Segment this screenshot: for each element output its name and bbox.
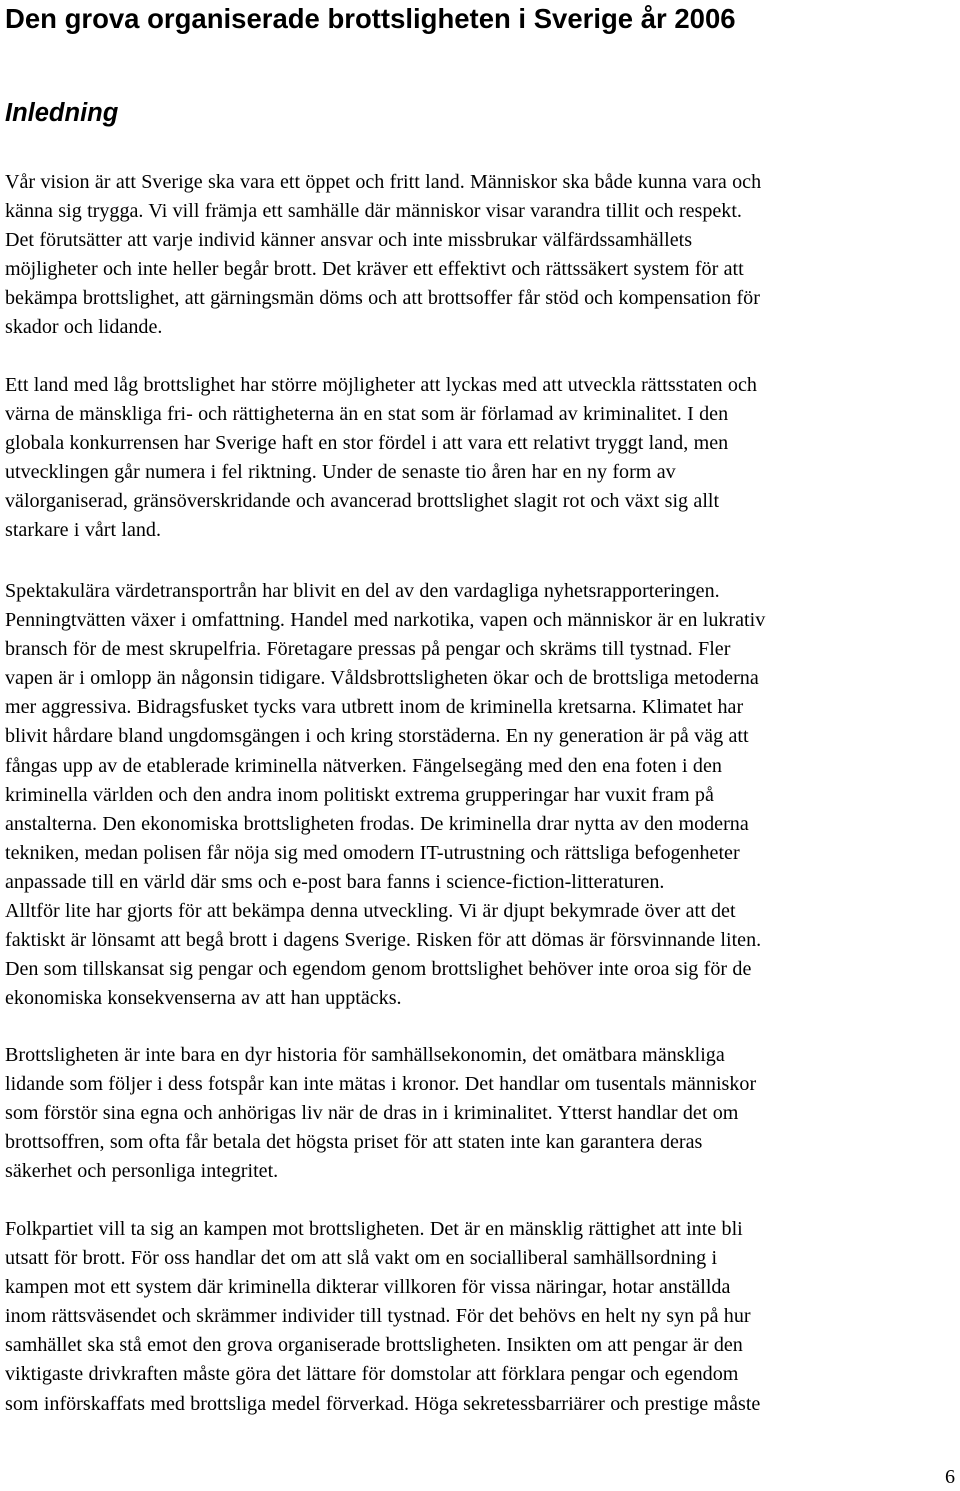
page-number: 6 — [944, 1466, 955, 1488]
text-line: brottsoffren, som ofta får betala det högsta priset för att staten inte kan garantera deras — [5, 1131, 703, 1154]
text-line: Vår vision är att Sverige ska vara ett öppet och fritt land. Människor ska både kunna vara och — [5, 171, 762, 193]
text-line: skador och lidande. — [5, 316, 163, 339]
paragraph-human-cost — [5, 1041, 960, 1186]
text-line: utsatt för brott. För oss handlar det om att slå vakt om en socialliberal samhällsordning i — [5, 1247, 718, 1270]
text-line: Brottsligheten är inte bara en dyr historia för samhällsekonomin, det omätbara mänskliga — [5, 1044, 725, 1066]
text-line: starkare i vårt land. — [5, 519, 161, 542]
text-line: som införskaffats med brottsliga medel förverkad. Höga sekretessbarriärer och prestige måste — [5, 1392, 761, 1415]
text-line: faktiskt är lönsamt att begå brott i dagens Sverige. Risken för att dömas är försvinnande liten. — [5, 929, 762, 952]
text-line: känna sig trygga. Vi vill främja ett samhälle där människor visar varandra tillit och respekt. — [5, 200, 742, 223]
text-line: Ett land med låg brottslighet har större möjligheter att lyckas med att utveckla rättsstaten och — [5, 374, 757, 396]
text-line: Alltför lite har gjorts för att bekämpa denna utveckling. Vi är djupt bekymrade över att det — [5, 900, 736, 923]
text-line: kampen mot ett system där kriminella dikterar villkoren för vissa näringar, hotar anställda — [5, 1276, 731, 1299]
text-line: inom rättsväsendet och skrämmer individer till tystnad. För det behövs en helt ny syn på hur — [5, 1305, 751, 1328]
text-line: samhället ska stå emot den grova organiserade brottsligheten. Insikten om att pengar är den — [5, 1334, 743, 1357]
text-line: tekniken, medan polisen får nöja sig med omodern IT-utrustning och rättsliga befogenheter — [5, 841, 740, 864]
paragraph-folkpartiet — [5, 1215, 960, 1419]
text-line: möjligheter och inte heller begår brott. Det kräver ett effektivt och rättssäkert system för att — [5, 258, 744, 281]
paragraph-crime-trends — [5, 577, 960, 1013]
text-line: globala konkurrensen har Sverige haft en stor fördel i att vara ett relativt tryggt land, men — [5, 432, 729, 455]
text-line: Spektakulära värdetransportrån har blivit en del av den vardagliga nyhetsrapporteringen. — [5, 580, 720, 602]
text-line: Folkpartiet vill ta sig an kampen mot brottsligheten. Det är en mänsklig rättighet att inte bli — [5, 1218, 743, 1240]
document-title: Den grova organiserade brottsligheten i Sverige år 2006 — [5, 3, 736, 34]
text-line: välorganiserad, gränsöverskridande och avancerad brottslighet slagit rot och växt sig allt — [5, 490, 720, 513]
text-line: bransch för de mest skrupelfria. Företagare pressas på pengar och skräms till tystnad. Fler — [5, 638, 731, 661]
section-heading: Inledning — [5, 99, 119, 127]
text-line: vapen är i omlopp än någonsin tidigare. Våldsbrottsligheten ökar och de brottsliga metoderna — [5, 667, 759, 690]
text-line: säkerhet och personliga integritet. — [5, 1160, 279, 1183]
text-line: Penningtvätten växer i omfattning. Handel med narkotika, vapen och människor är en lukrativ — [5, 609, 766, 632]
paragraph-vision — [5, 168, 960, 343]
text-line: fångas upp av de etablerade kriminella nätverken. Fängelsegäng med den ena foten i den — [5, 754, 722, 777]
text-line: anpassade till en värld där sms och e-post bara fanns i science-fiction-litteraturen. — [5, 870, 665, 893]
text-line: kriminella världen och den andra inom politiskt extrema grupperingar har vuxit fram på — [5, 783, 714, 806]
text-line: ekonomiska konsekvenserna av att han upptäcks. — [5, 987, 402, 1010]
text-line: Det förutsätter att varje individ känner ansvar och inte missbrukar välfärdssamhällets — [5, 229, 693, 252]
text-line: viktigaste drivkraften måste göra det lättare för domstolar att förklara pengar och egendom — [5, 1363, 739, 1386]
text-line: lidande som följer i dess fotspår kan inte mätas i kronor. Det handlar om tusentals människor — [5, 1073, 757, 1096]
text-line: värna de mänskliga fri- och rättigheterna än en stat som är förlamad av kriminalitet. I den — [5, 403, 729, 426]
text-line: mer aggressiva. Bidragsfusket tycks vara utbrett inom de kriminella kretsarna. Klimatet har — [5, 696, 744, 719]
text-line: utvecklingen går numera i fel riktning. Under de senaste tio åren har en ny form av — [5, 461, 676, 484]
text-line: blivit hårdare bland ungdomsgängen i och kring storstäderna. En ny generation är på väg att — [5, 725, 749, 748]
text-line: som förstör sina egna och anhörigas liv när de dras in i kriminalitet. Ytterst handlar det om — [5, 1102, 739, 1125]
text-line: bekämpa brottslighet, att gärningsmän döms och att brottsoffer får stöd och kompensation för — [5, 287, 760, 310]
text-line: Den som tillskansat sig pengar och egendom genom brottslighet behöver inte oroa sig för de — [5, 958, 752, 981]
text-line: anstalterna. Den ekonomiska brottsligheten frodas. De kriminella drar nytta av den moderna — [5, 812, 749, 835]
paragraph-rule-of-law — [5, 371, 960, 546]
